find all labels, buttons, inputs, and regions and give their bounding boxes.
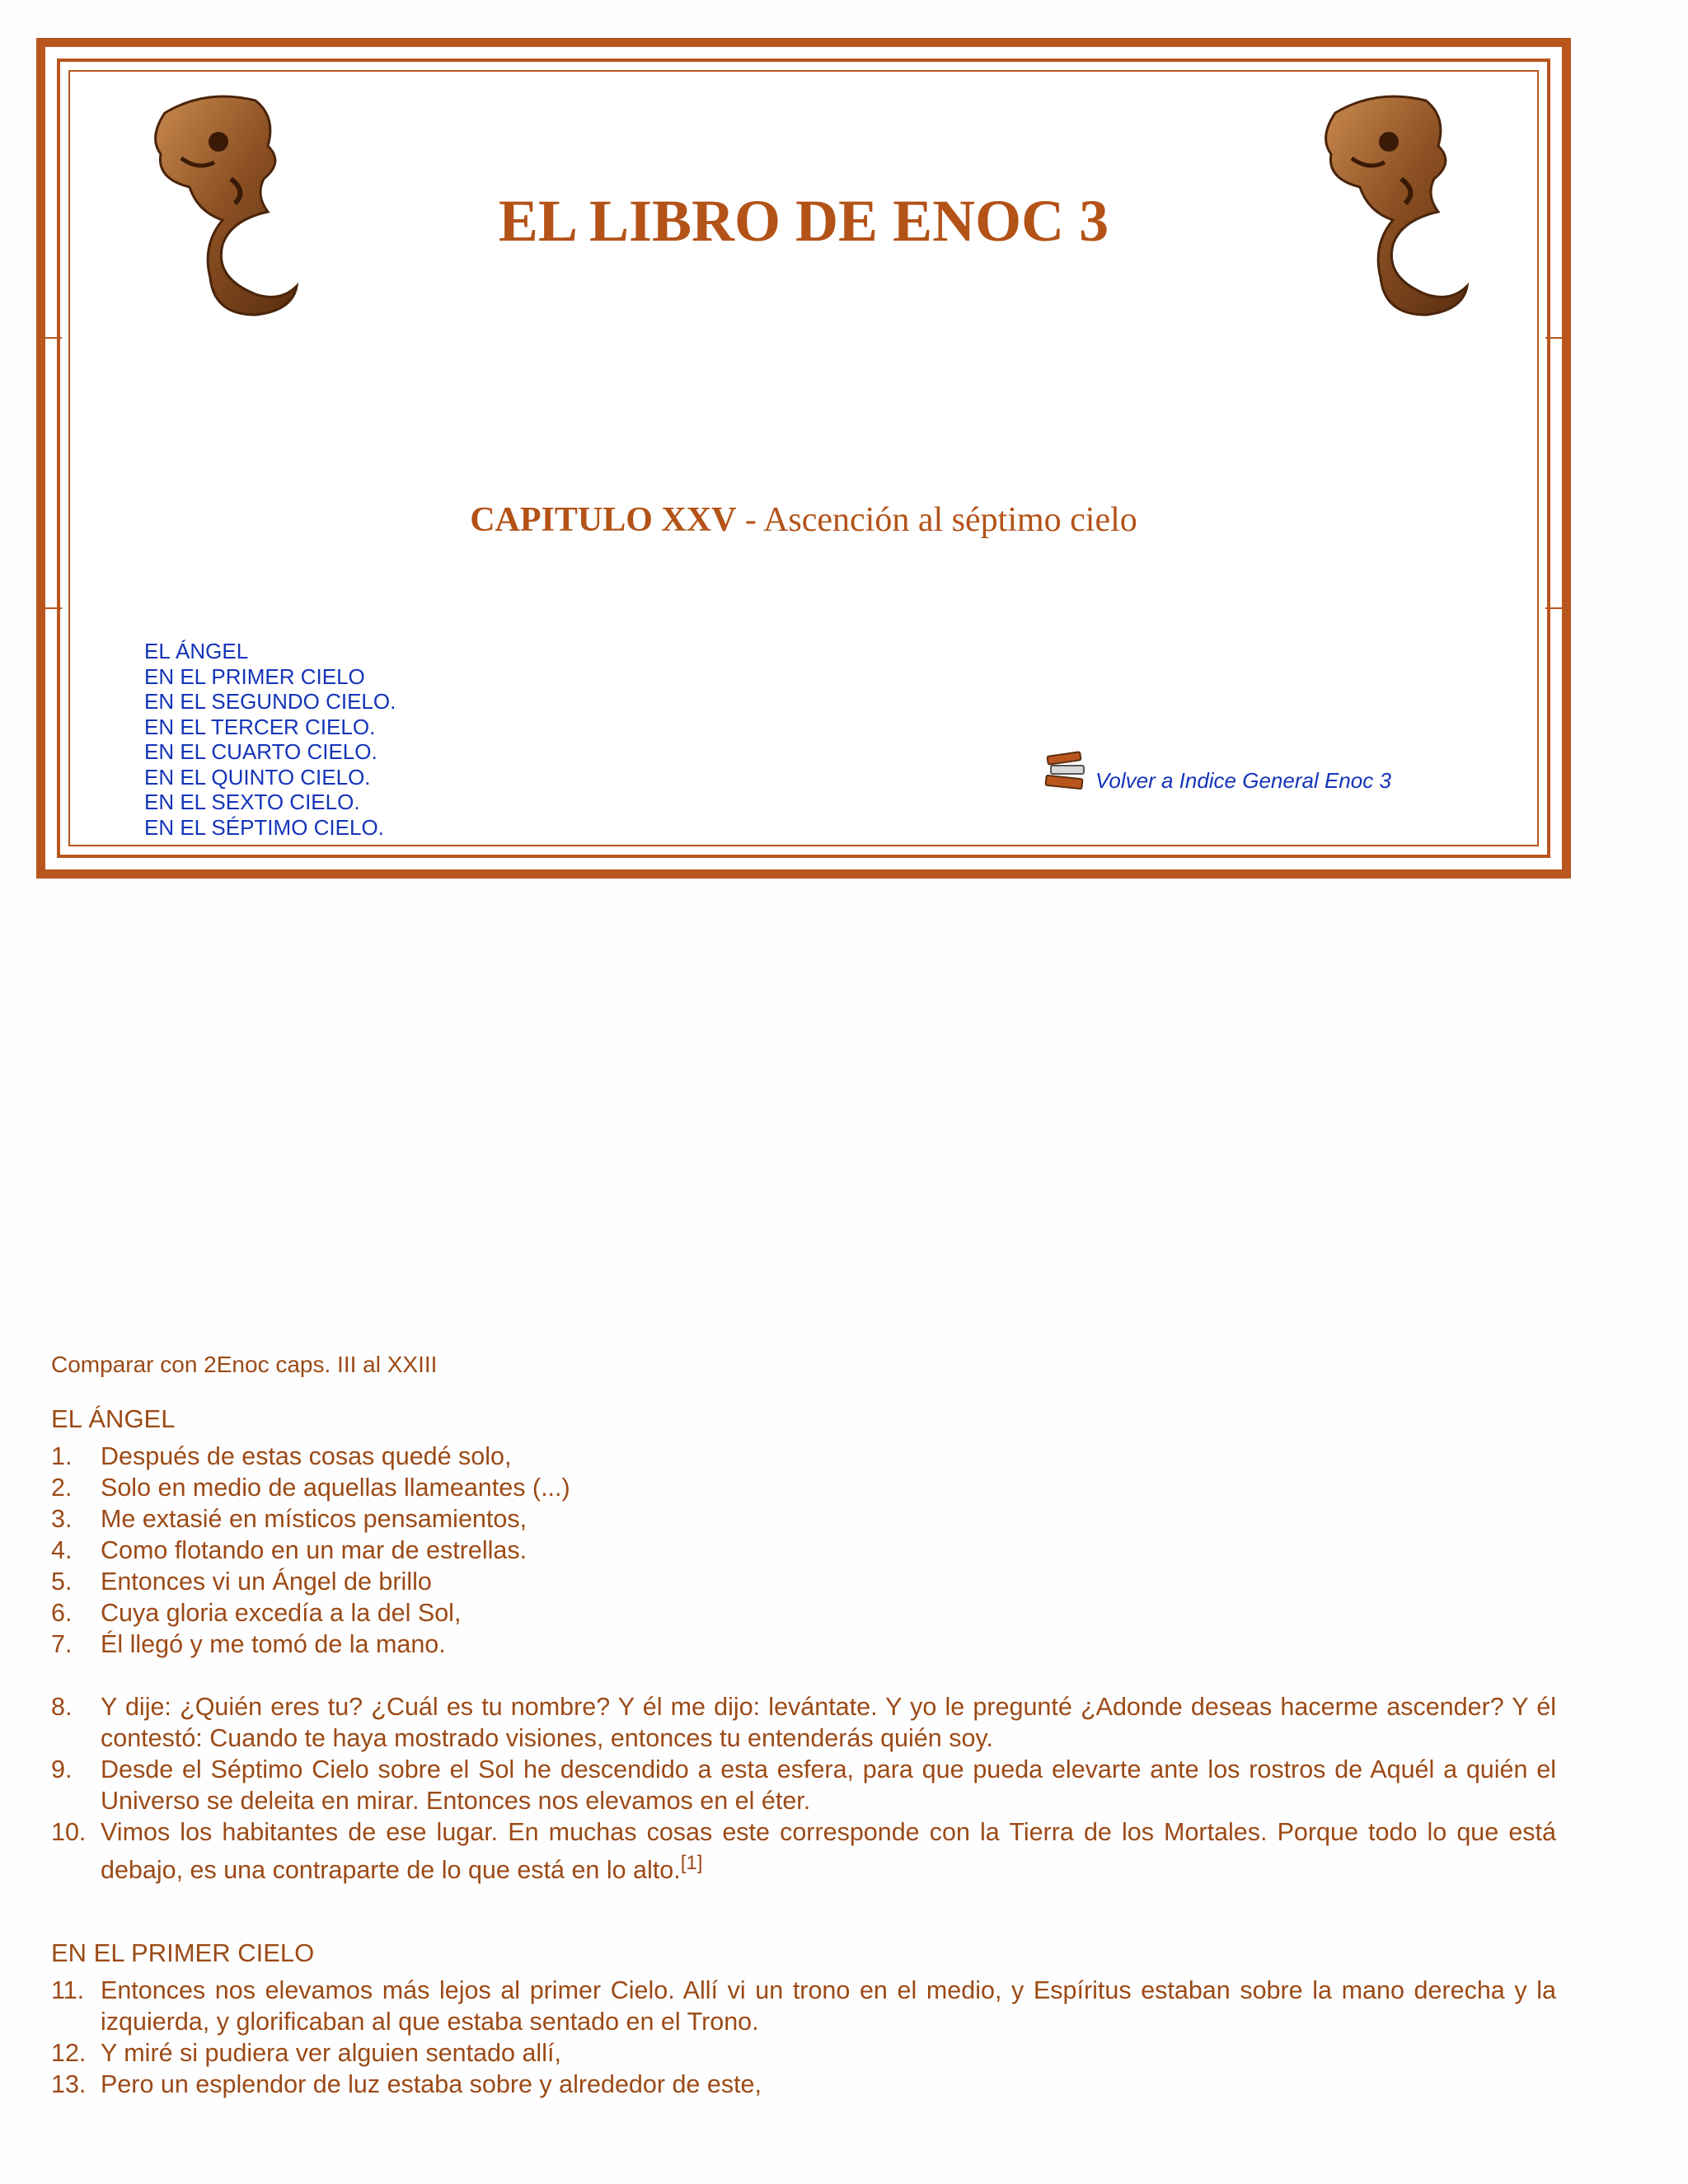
verse: 4. Como flotando en un mar de estrellas. (51, 1536, 528, 1564)
verse: 12. Y miré si pudiera ver alguien sentado allí, (51, 2039, 561, 2068)
toc-link-cuarto-cielo[interactable]: EN EL CUARTO CIELO. (144, 739, 377, 764)
toc-link-segundo-cielo[interactable]: EN EL SEGUNDO CIELO. (144, 689, 396, 714)
toc-link-septimo-cielo[interactable]: EN EL SÉPTIMO CIELO. (144, 814, 384, 840)
section-heading-el-angel: EL ÁNGEL (51, 1404, 176, 1433)
verse-list-c (51, 1975, 1556, 2100)
toc-link-primer-cielo[interactable]: EN EL PRIMER CIELO (144, 663, 365, 689)
frame-tick (44, 607, 62, 609)
verse: 10. Vimos los habitantes de ese lugar. En muchas cosas este corresponde con la Tierra de los Mortales. Porque todo lo que está debajo, es una contraparte de lo que está en lo alto.[1] (51, 1818, 1556, 1885)
verse: 8. Y dije: ¿Quién eres tu? ¿Cuál es tu nombre? Y él me dijo: levántate. Y yo le pregunté ¿Adonde deseas hacerme ascender? Y él contestó: Cuando te haya mostrado visiones, entonces tu entenderás quién soy. (51, 1693, 1556, 1752)
toc-link-quinto-cielo[interactable]: EN EL QUINTO CIELO. (144, 764, 371, 790)
main-content (51, 1352, 1556, 2100)
footnote-link[interactable]: [1] (680, 1852, 703, 1874)
toc-link-tercer-cielo[interactable]: EN EL TERCER CIELO. (144, 714, 376, 739)
verse: 2. Solo en medio de aquellas llameantes (...) (51, 1474, 570, 1502)
toc-link-el-angel[interactable]: EL ÁNGEL (144, 639, 249, 663)
chapter-heading (45, 500, 1562, 540)
compare-note: Comparar con 2Enoc caps. III al XXIII (51, 1352, 438, 1377)
back-to-index[interactable] (1043, 746, 1391, 795)
toc-link-sexto-cielo[interactable]: EN EL SEXTO CIELO. (144, 790, 360, 814)
verse: 7. Él llegó y me tomó de la mano. (51, 1630, 446, 1658)
frame-tick (44, 337, 62, 339)
verse-list-a (51, 1441, 1556, 1660)
page-title: EL LIBRO DE ENOC 3 (498, 188, 1109, 254)
verse: 9. Desde el Séptimo Cielo sobre el Sol he descendido a esta esfera, para que pueda elevarte ante los rostros de Aquél a quién el Universo se deleita en mirar. Entonces nos elevamos en el éter. (51, 1755, 1556, 1815)
chapter-number: CAPITULO XXV (470, 501, 737, 539)
section-heading-primer-cielo: EN EL PRIMER CIELO (51, 1938, 315, 1968)
frame-tick (1545, 337, 1564, 339)
verse: 5. Entonces vi un Ángel de brillo (51, 1568, 432, 1596)
chapter-separator: - (736, 501, 764, 539)
table-of-contents (144, 639, 396, 840)
back-to-index-link[interactable]: Volver a Indice General Enoc 3 (1095, 768, 1391, 793)
frame-tick (1545, 607, 1564, 609)
spacer (51, 1660, 1556, 1691)
chapter-title: Ascención al séptimo cielo (763, 501, 1137, 539)
verse: 13. Pero un esplendor de luz estaba sobre y alrededor de este, (51, 2070, 762, 2099)
books-icon (1043, 746, 1089, 795)
verse: 3. Me extasié en místicos pensamientos, (51, 1505, 528, 1533)
verse: 6. Cuya gloria excedía a la del Sol, (51, 1599, 462, 1627)
header-frame (36, 38, 1571, 879)
verse: 1. Después de estas cosas quedé solo, (51, 1442, 512, 1470)
spacer (51, 1886, 1556, 1938)
verse-list-b (51, 1691, 1556, 1886)
verse: 11. Entonces nos elevamos más lejos al primer Cielo. Allí vi un trono en el medio, y Espíritus estaban sobre la mano derecha y la izquierda, y glorificaban al que estaba sentado en el Trono. (51, 1976, 1556, 2036)
